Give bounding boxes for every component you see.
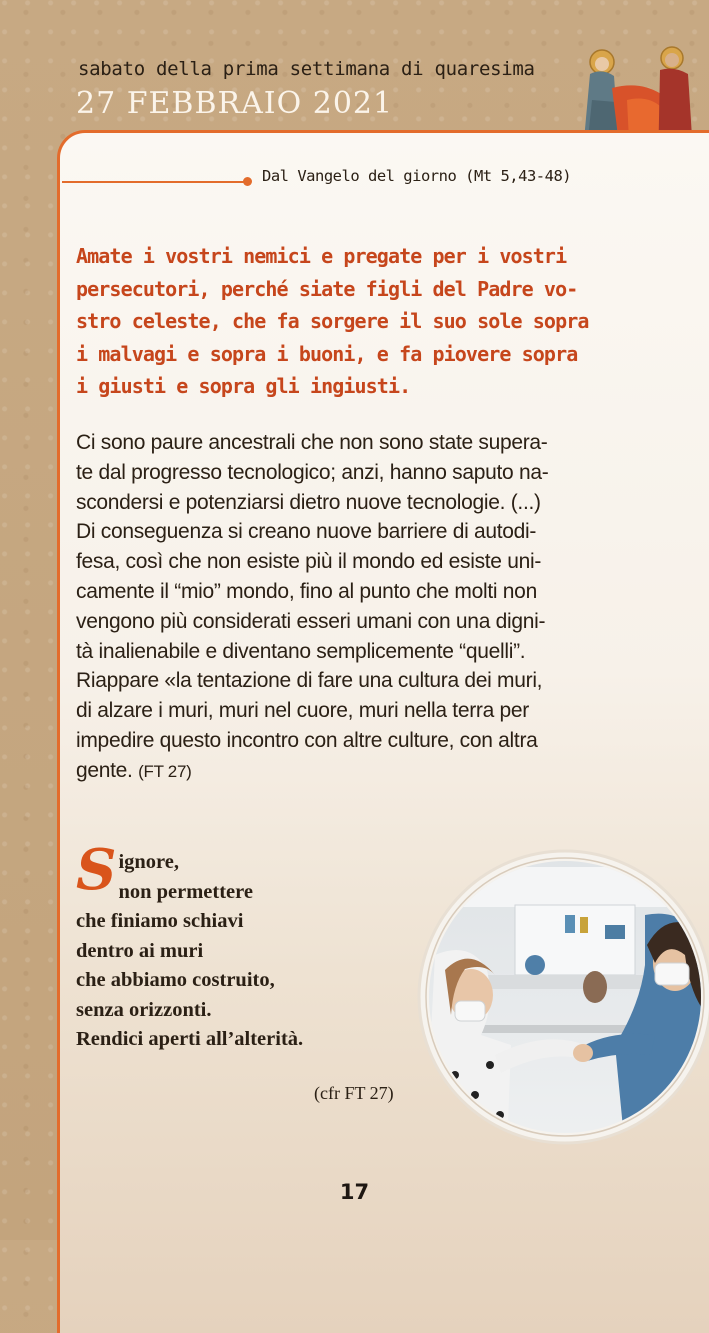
header-date: 27 FEBBRAIO 2021 — [76, 86, 394, 121]
gospel-line: persecutori, perché siate figli del Padre vo- — [76, 276, 578, 301]
reflection-line: Riappare «la tentazione di fare una cultura dei muri, — [76, 669, 543, 693]
reflection-line: vengono più considerati esseri umani con una digni- — [76, 609, 546, 633]
reflection-line: tà inalienabile e diventano semplicemente “quelli”. — [76, 639, 526, 663]
prayer-first-line-text: ignore, — [118, 851, 180, 873]
reflection-line: di alzare i muri, muri nel cuore, muri nella terra per — [76, 699, 529, 723]
header-subtitle: sabato della prima settimana di quaresima — [78, 58, 535, 80]
source-dot — [243, 177, 252, 186]
gospel-quote — [76, 240, 636, 403]
gospel-line: stro celeste, che fa sorgere il suo sole sopra — [76, 309, 589, 333]
gospel-line: i malvagi e sopra i buoni, e fa piovere sopra — [76, 341, 578, 366]
reflection-line: impedire questo incontro con altre culture, con altra — [76, 728, 538, 752]
reflection-line: Di conseguenza si creano nuove barriere di autodi- — [76, 520, 537, 544]
head-right — [665, 53, 679, 67]
reflection-line: fesa, così che non esiste più il mondo ed esiste uni- — [76, 550, 542, 574]
reflection-line: scondersi e potenziarsi dietro nuove tecnologie. (...) — [76, 490, 541, 514]
prayer-line: dentro ai muri — [76, 939, 204, 962]
classroom-photo — [415, 845, 709, 1149]
reflection-last-text: gente. — [76, 758, 133, 782]
gospel-line: i giusti e sopra gli ingiusti. — [76, 374, 411, 398]
prayer-line: senza orizzonti. — [76, 998, 212, 1021]
prayer-dropcap: S — [76, 837, 117, 903]
page-number: 17 — [339, 1180, 370, 1204]
reflection-line: te dal progresso tecnologico; anzi, hanno saputo na- — [76, 460, 549, 484]
prayer-line: non permettere — [118, 880, 253, 903]
reflection-reference: (FT 27) — [138, 761, 192, 781]
prayer-line: Rendici aperti all’alterità. — [76, 1028, 304, 1050]
reflection-line: camente il “mio” mondo, fino al punto che molti non — [76, 579, 537, 603]
reflection-line: Ci sono paure ancestrali che non sono state supera- — [76, 431, 548, 454]
prayer-line: che finiamo schiavi — [76, 910, 244, 932]
reflection-last-line — [76, 756, 636, 787]
gospel-source: Dal Vangelo del giorno (Mt 5,43-48) — [262, 167, 572, 185]
prayer — [76, 837, 436, 1055]
prayer-reference: (cfr FT 27) — [314, 1083, 394, 1103]
gospel-line: Amate i vostri nemici e pregate per i vostri — [76, 244, 567, 268]
prayer-line: che abbiamo costruito, — [76, 969, 275, 991]
source-rule — [62, 181, 248, 183]
reflection-text — [76, 428, 636, 787]
head-left — [595, 57, 609, 71]
